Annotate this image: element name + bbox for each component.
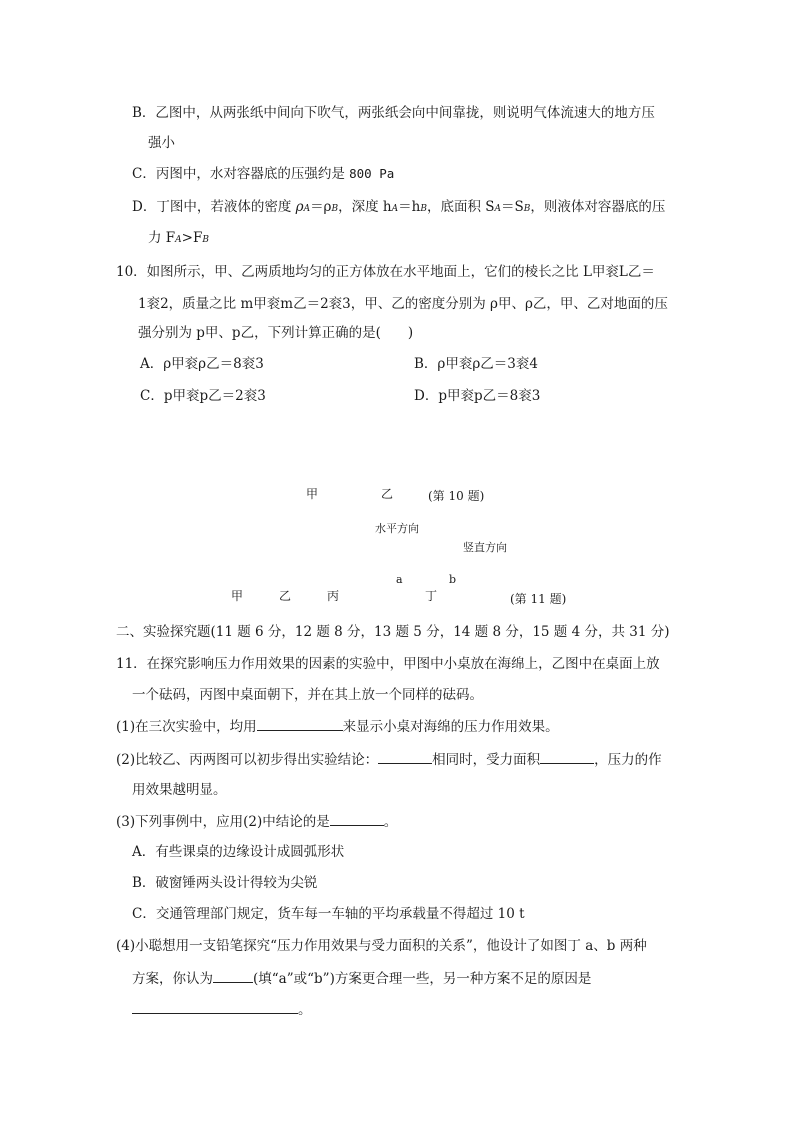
q11-p3-option-c: C．交通管理部门规定，货车每一车轴的平均承载量不得超过 10 t (132, 906, 525, 922)
q11-label-ding: 丁 (425, 589, 438, 603)
setup-jia (214, 547, 258, 578)
q11-p2-pre: (2)比较乙、丙两图可以初步得出实验结论： (116, 752, 379, 768)
q9d-t13: B (523, 204, 531, 214)
q11-p3-option-a: A．有些课桌的边缘设计成圆弧形状 (132, 844, 345, 860)
q11-vertical-label: 竖直方向 (463, 541, 507, 554)
q11-part2-line2: 用效果越明显。 (132, 782, 227, 798)
q11-p4-end: 。 (298, 1002, 312, 1018)
q11-stem-line1: 11．在探究影响压力作用效果的因素的实验中，甲图中小桌放在海绵上，乙图中在桌面上放 (116, 656, 660, 672)
cube-jia (298, 438, 336, 476)
q11-label-yi: 乙 (279, 589, 292, 603)
setup-yi (262, 537, 306, 578)
q11-part3 (116, 812, 397, 831)
q9-option-b-line2: 强小 (148, 135, 175, 151)
q9d-l2d: B (202, 235, 209, 245)
setup-bing (311, 546, 355, 578)
q11-p3-blank[interactable] (330, 812, 384, 826)
q11-p4-post: (填“a”或“b”)方案更合理一些，另一种方案不足的原因是 (253, 971, 592, 987)
q11-p2-post: ，压力的作 (594, 752, 662, 768)
q10-stem-line1: 10．如图所示，甲、乙两质地均匀的正方体放在水平地面上，它们的棱长之比 L甲衮L乙＝ (116, 264, 655, 280)
q11-horizontal-label: 水平方向 (375, 522, 419, 535)
q9d-t3: A (303, 204, 311, 214)
section2-title: 二、实验探究题(11 题 6 分，12 题 8 分，13 题 5 分，14 题 8 分，15 题 4 分，共 31 分) (116, 624, 670, 640)
q9-option-d-line1 (132, 198, 665, 218)
q11-p3-pre: (3)下列事例中，应用(2)中结论的是 (116, 814, 330, 830)
q9-option-c (132, 165, 394, 183)
q11-p2-blank2[interactable] (540, 750, 594, 764)
q11-p3-option-b: B．破窗锤两头设计得较为尖锐 (132, 875, 318, 891)
q9d-t14: ，则液体对容器底的压 (530, 199, 666, 215)
q10-caption: (第 10 题) (428, 489, 485, 503)
q10-option-c: C．p甲衮p乙＝2衮3 (140, 388, 266, 404)
q9d-t11: A (494, 204, 501, 214)
q11-part1 (116, 717, 559, 736)
q11-p4-blank2[interactable] (132, 1000, 298, 1014)
q11-p3-post: 。 (383, 814, 398, 830)
q11-label-b: b (449, 573, 457, 586)
q11-p4-blank1[interactable] (213, 969, 253, 983)
q9d-t8: ＝h (398, 199, 421, 215)
q11-label-bing: 丙 (327, 589, 340, 603)
q9-option-d-line2 (148, 229, 209, 249)
q9-option-c-value: 800 Pa (349, 166, 395, 181)
q11-p2-mid: 相同时，受力面积 (432, 752, 541, 768)
q9d-t2: ρ (295, 199, 304, 215)
q11-label-jia: 甲 (231, 589, 244, 603)
q9d-l2c: >F (181, 230, 203, 246)
q11-p1-blank[interactable] (257, 717, 343, 731)
q9d-t7: A (391, 204, 399, 214)
q9d-l2b: A (175, 235, 182, 245)
q10-stem-line2: 1衮2，质量之比 m甲衮m乙＝2衮3，甲、乙的密度分别为 ρ甲、ρ乙，甲、乙对地面的压 (138, 296, 668, 312)
q11-stem-line2: 一个砝码，丙图中桌面朝下，并在其上放一个同样的砝码。 (132, 687, 483, 703)
q9d-t10: ，底面积 S (426, 199, 495, 215)
q11-p2-blank1[interactable] (378, 750, 432, 764)
q9d-t1: D．丁图中，若液体的密度 (132, 199, 296, 215)
q9-option-b-line1: B．乙图中，从两张纸中间向下吹气，两张纸会向中间靠拢，则说明气体流速大的地方压 (132, 105, 655, 121)
q11-p4-pre: 方案，你认为 (132, 971, 213, 987)
q11-p1-pre: (1)在三次实验中，均用 (116, 719, 257, 735)
q11-part4-line3 (132, 1000, 312, 1019)
q9d-l2a: 力 F (148, 230, 176, 246)
q9d-t9: B (420, 204, 427, 214)
q10-stem-line3: 强分别为 p甲、p乙，下列计算正确的是( ) (138, 325, 414, 341)
q10-option-a: A．ρ甲衮ρ乙＝8衮3 (140, 356, 264, 372)
q9d-t5: B (331, 204, 339, 214)
q11-label-a: a (396, 573, 403, 586)
q11-part4-line2 (132, 969, 591, 988)
q9-option-c-text: C．丙图中，水对容器底的压强约是 (132, 166, 350, 182)
q10-label-jia: 甲 (306, 487, 319, 501)
q11-part4-line1: (4)小聪想用一支铅笔探究“压力作用效果与受力面积的关系”，他设计了如图丁 a、b 两种 (116, 938, 647, 954)
setup-ding-a (378, 542, 428, 554)
cube-yi (360, 414, 434, 484)
q10-label-yi: 乙 (381, 487, 394, 501)
setup-ding-b (446, 519, 459, 574)
q10-option-b: B．ρ甲衮ρ乙＝3衮4 (414, 356, 538, 372)
q11-part2 (116, 750, 662, 769)
q11-p1-post: 来显示小桌对海绵的压力作用效果。 (342, 719, 559, 735)
q9d-t12: ＝S (501, 199, 524, 215)
q9d-t4: ＝ρ (310, 199, 332, 215)
q9d-t6: ，深度 h (338, 199, 392, 215)
q10-option-d: D．p甲衮p乙＝8衮3 (414, 388, 541, 404)
q11-caption: (第 11 题) (510, 592, 567, 606)
